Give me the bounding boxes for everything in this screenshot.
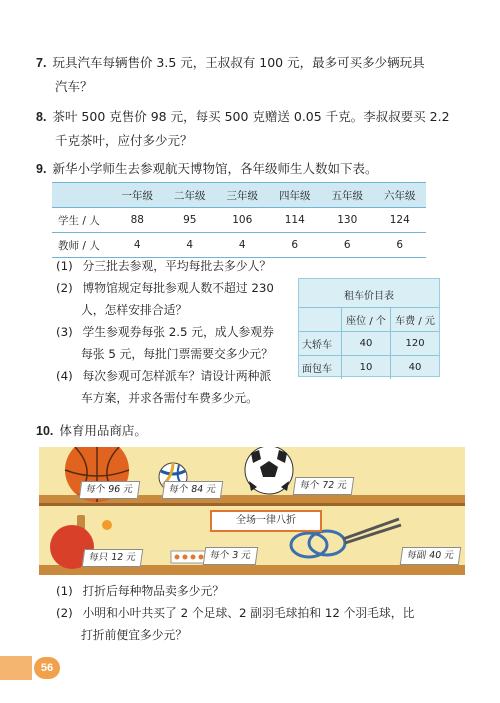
sub-question-number: (1)	[56, 584, 73, 598]
sub-question-text: 博物馆规定每批参观人数不超过 230	[82, 281, 274, 295]
question-number: 8.	[36, 110, 47, 124]
table-cell: 40	[391, 356, 439, 380]
shuttlecock-icon	[171, 551, 205, 563]
table-cell: 10	[342, 356, 391, 380]
question-number: 7.	[36, 56, 47, 70]
q10-sub-question-1	[56, 580, 224, 602]
sub-question-1	[56, 255, 271, 277]
question-text: 体育用品商店。	[59, 423, 147, 438]
sub-question-text-cont: 每张 5 元，每批门票需要交多少元？	[81, 347, 273, 361]
table-cell: 6	[374, 233, 427, 258]
row-label: 教师 / 人	[52, 233, 111, 258]
table-cell: 4	[216, 233, 269, 258]
price-tag-racket: 每副 40 元	[400, 547, 461, 565]
header-cell: 六年级	[374, 183, 427, 208]
sub-question-number: (2)	[56, 606, 73, 620]
table-cell: 40	[342, 332, 391, 356]
header-cell: 四年级	[269, 183, 322, 208]
sub-question-3	[56, 321, 296, 365]
header-cell: 二年级	[164, 183, 217, 208]
table-cell: 106	[216, 208, 269, 233]
question-7	[36, 51, 466, 99]
sub-question-number: (4)	[56, 369, 73, 383]
price-tag-soccer-ball: 每个 72 元	[293, 477, 354, 495]
table-cell: 130	[321, 208, 374, 233]
rental-row	[299, 356, 439, 380]
table-row	[52, 208, 426, 233]
table-cell: 95	[164, 208, 217, 233]
sub-question-text: 打折后每种物品卖多少元？	[82, 584, 225, 598]
sale-sign: 全场一律八折	[210, 510, 322, 532]
sub-question-text-cont: 人，怎样安排合适？	[81, 303, 188, 317]
sub-question-text: 每次参观可怎样派车？请设计两种派	[82, 369, 272, 383]
sports-shop-illustration	[39, 447, 465, 575]
page-number: 56	[34, 657, 60, 679]
header-cell: 三年级	[216, 183, 269, 208]
sub-question-2	[56, 277, 296, 321]
question-text: 玩具汽车每辆售价 3.5 元，王叔叔有 100 元，最多可买多少辆玩具	[52, 55, 425, 70]
question-10	[36, 419, 466, 443]
vehicle-label: 面包车	[299, 356, 342, 380]
question-number: 10.	[36, 424, 54, 438]
header-cell: 座位 / 个	[342, 308, 391, 332]
table-cell: 120	[391, 332, 439, 356]
header-cell: 车费 / 元	[391, 308, 439, 332]
rental-header-row	[299, 308, 439, 332]
header-cell: 五年级	[321, 183, 374, 208]
price-tag-shuttlecock: 每个 3 元	[203, 547, 258, 565]
table-cell: 4	[164, 233, 217, 258]
sub-question-text: 分三批去参观，平均每批去多少人？	[82, 259, 272, 273]
sub-question-number: (1)	[56, 259, 73, 273]
row-label: 学生 / 人	[52, 208, 111, 233]
price-tag-basketball: 每个 96 元	[79, 481, 140, 499]
soccer-ball-icon	[245, 447, 293, 494]
question-text-cont: 千克茶叶，应付多少元？	[55, 133, 193, 148]
price-tag-volleyball: 每个 84 元	[162, 481, 223, 499]
sub-question-number: (3)	[56, 325, 73, 339]
rental-price-table	[298, 278, 440, 377]
vehicle-label: 大轿车	[299, 332, 342, 356]
table-cell: 114	[269, 208, 322, 233]
question-8	[36, 105, 466, 153]
sub-question-4	[56, 365, 296, 409]
table-cell: 124	[374, 208, 427, 233]
question-text: 茶叶 500 克售价 98 元，每买 500 克赠送 0.05 千克。李叔叔要买 2.2	[52, 109, 450, 124]
table-cell: 6	[321, 233, 374, 258]
table-cell: 4	[111, 233, 164, 258]
table-row	[52, 233, 426, 258]
rental-table	[299, 307, 439, 379]
sub-question-text-cont: 车方案，并求各需付车费多少元。	[81, 391, 258, 405]
header-cell: 一年级	[111, 183, 164, 208]
sub-question-text-cont: 打折前便宜多少元？	[81, 628, 188, 642]
question-text-cont: 汽车？	[55, 79, 93, 94]
question-text: 新华小学师生去参观航天博物馆，各年级师生人数如下表。	[52, 161, 378, 176]
question-number: 9.	[36, 162, 47, 176]
page-corner-decoration	[0, 656, 32, 680]
rental-row	[299, 332, 439, 356]
sub-question-text: 学生参观券每张 2.5 元，成人参观券	[82, 325, 274, 339]
price-tag-paddle: 每只 12 元	[82, 549, 143, 567]
table-cell: 88	[111, 208, 164, 233]
sub-question-text: 小明和小叶共买了 2 个足球、2 副羽毛球拍和 12 个羽毛球，比	[82, 606, 415, 620]
sub-question-number: (2)	[56, 281, 73, 295]
q10-sub-question-2	[56, 602, 476, 646]
question-9	[36, 157, 466, 181]
table-header-row	[52, 183, 426, 208]
rental-table-title: 租车价目表	[344, 291, 394, 302]
grade-table	[52, 182, 426, 258]
table-cell: 6	[269, 233, 322, 258]
